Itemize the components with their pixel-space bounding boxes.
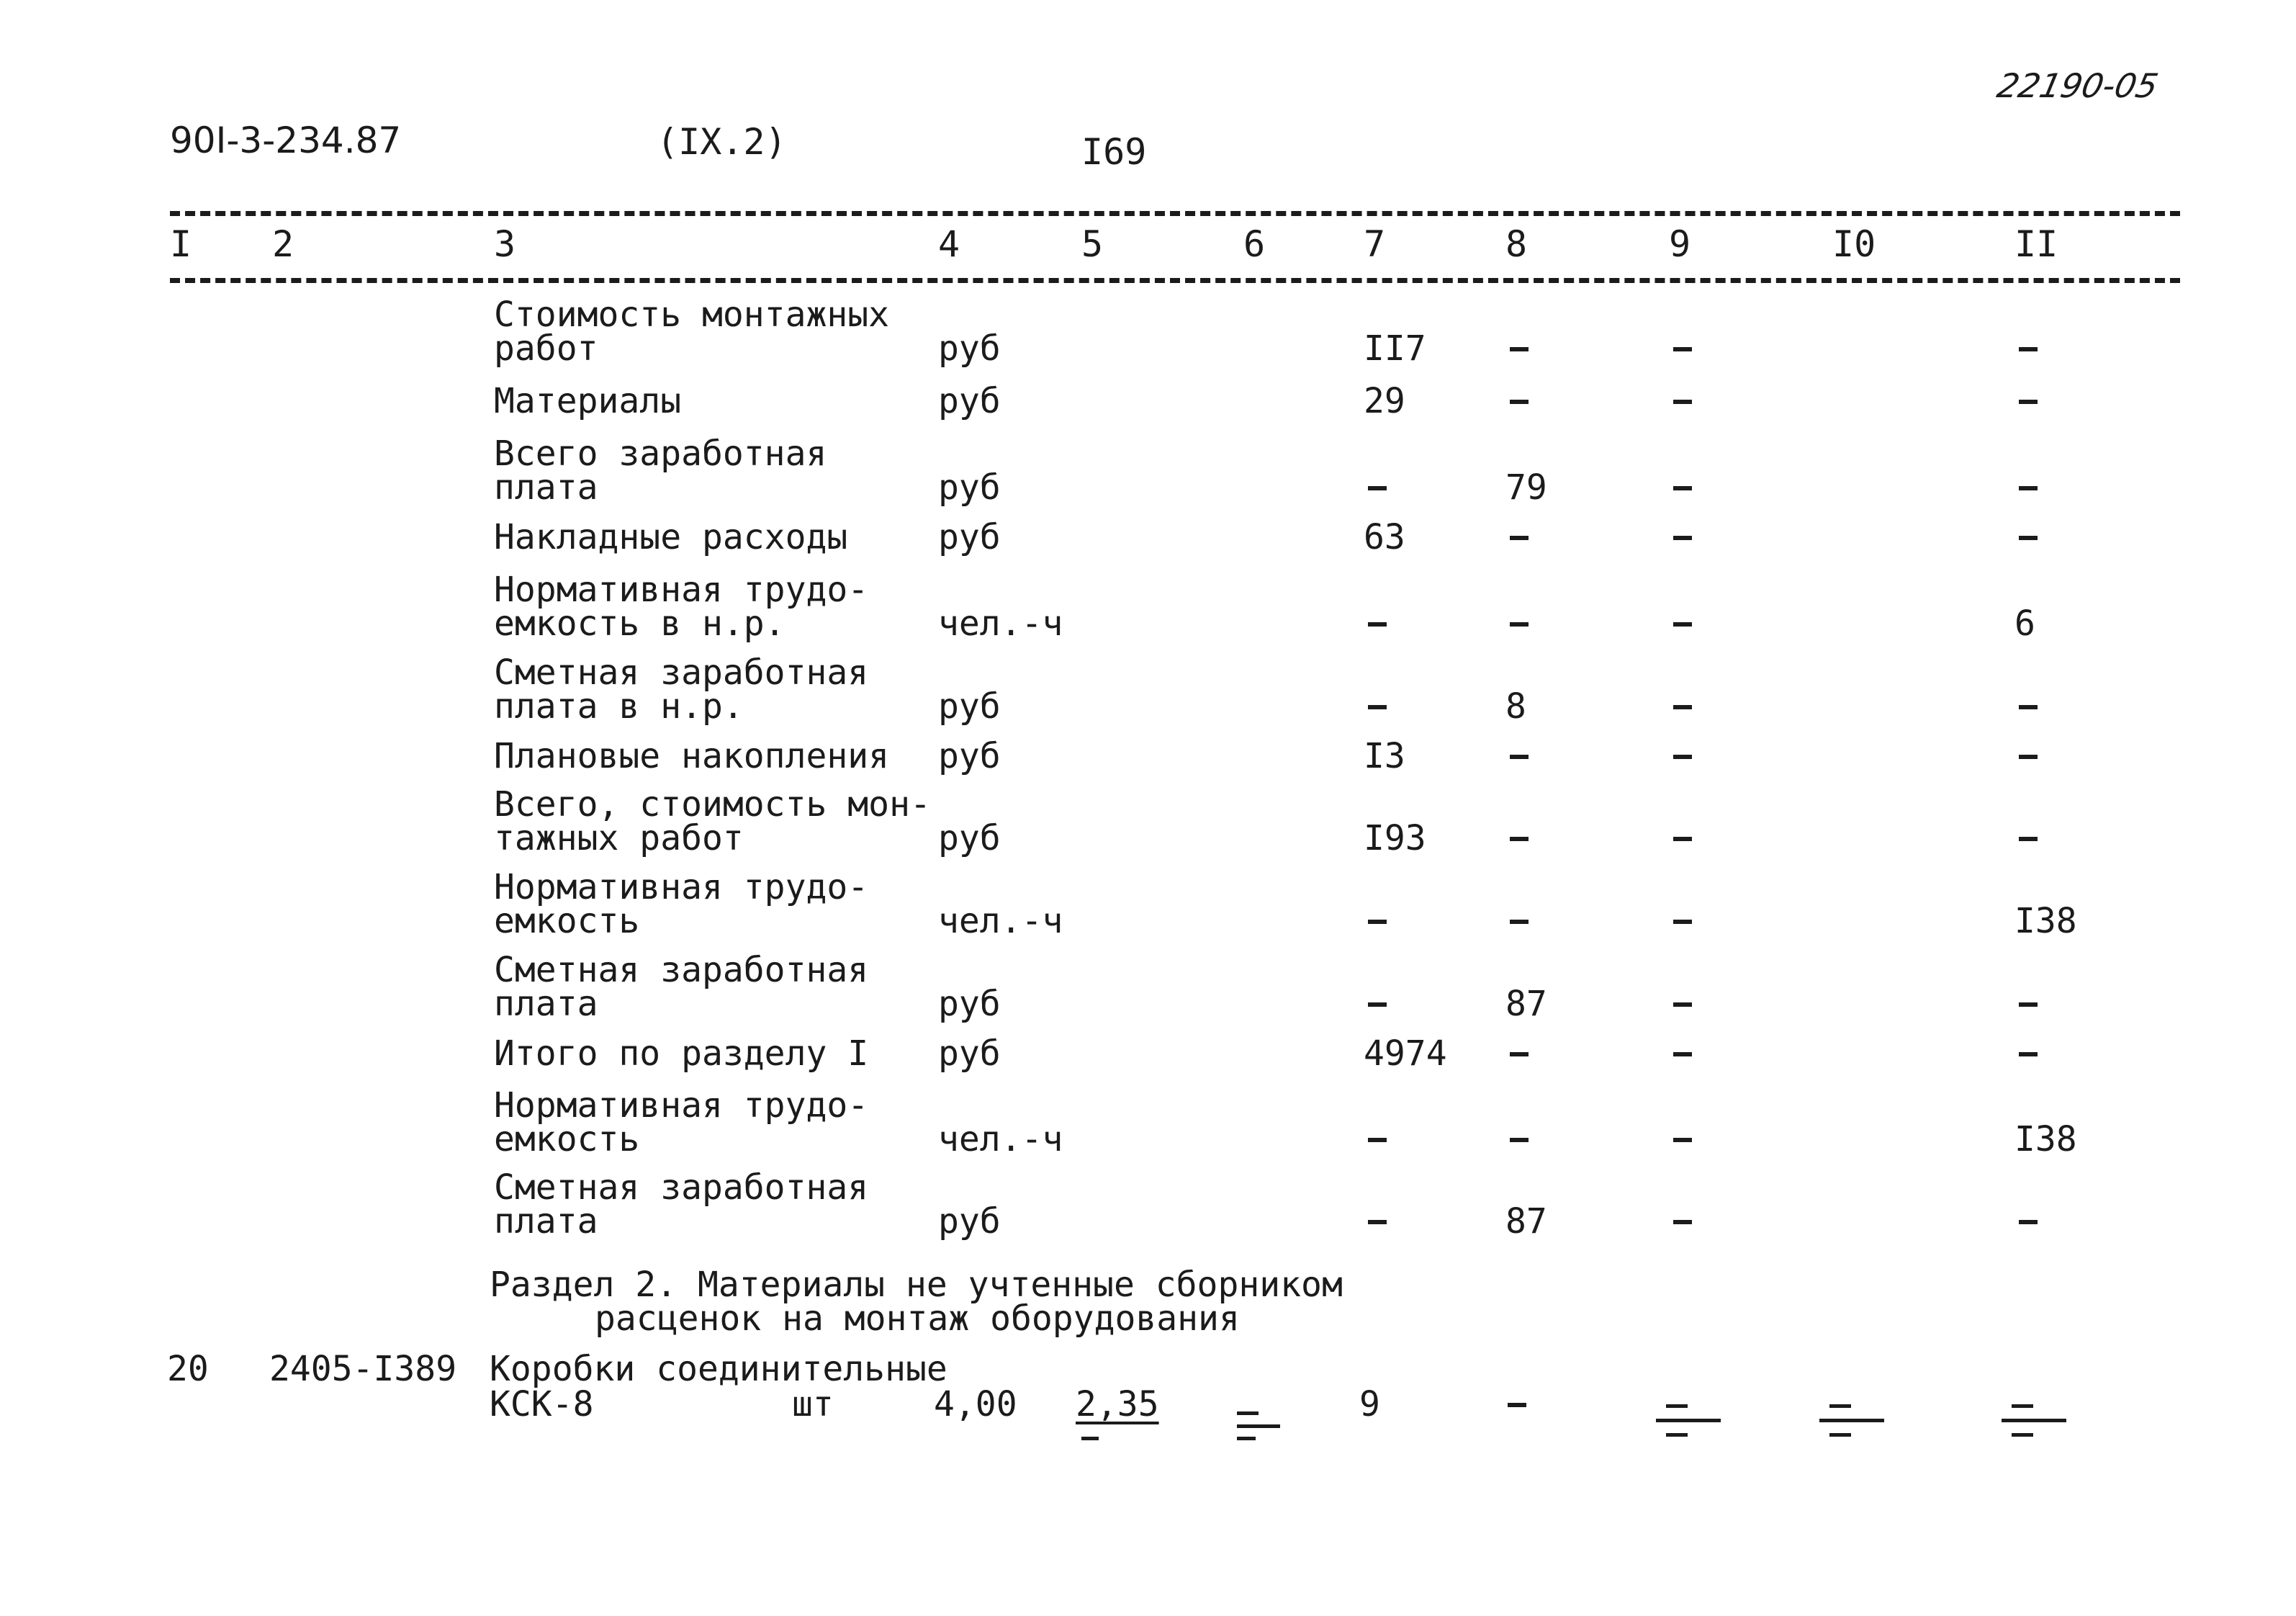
column-number-11: II xyxy=(2014,223,2058,265)
row-value-c8 xyxy=(1510,920,1529,924)
fraction-mark-bottom-1 xyxy=(1829,1433,1851,1437)
fraction-mark-line-0 xyxy=(1656,1419,1721,1422)
column-number-1: I xyxy=(170,223,192,265)
row-label: Всего, стоимость мон- тажных работ xyxy=(494,784,931,858)
price-lower-dash xyxy=(1081,1437,1099,1440)
fraction-mark-line-2 xyxy=(2002,1419,2066,1422)
item-total-col7: 9 xyxy=(1359,1384,1380,1424)
row-unit: руб xyxy=(938,1201,1001,1242)
row-unit: руб xyxy=(938,517,1001,557)
column-number-10: I0 xyxy=(1832,223,1876,265)
header-rule-top xyxy=(170,211,2180,216)
row-value-c11: I38 xyxy=(2014,901,2077,941)
column-number-9: 9 xyxy=(1669,223,1691,265)
row-value-c8 xyxy=(1510,837,1529,841)
row-value-c7: 63 xyxy=(1364,517,1405,557)
row-unit: чел.-ч xyxy=(938,1119,1063,1159)
fraction-mark-top-0 xyxy=(1666,1404,1688,1408)
row-label: Нормативная трудо- емкость xyxy=(494,867,869,941)
item-quantity: 4,00 xyxy=(934,1384,1017,1424)
column-number-7: 7 xyxy=(1364,223,1386,265)
item-number: 20 xyxy=(167,1349,209,1389)
row-value-c7 xyxy=(1368,1220,1387,1224)
row-unit: руб xyxy=(938,686,1001,727)
row-value-c9 xyxy=(1673,1220,1692,1224)
row-value-c9 xyxy=(1673,1052,1692,1056)
section-2-title-line1: Раздел 2. Материалы не учтенные сборником xyxy=(490,1265,1343,1305)
col6-line xyxy=(1237,1424,1280,1428)
fraction-mark-bottom-2 xyxy=(2012,1433,2033,1437)
row-label: Сметная заработная плата xyxy=(494,1167,869,1242)
item-name-line1: Коробки соединительные xyxy=(490,1349,947,1389)
row-unit: руб xyxy=(938,467,1001,508)
row-value-c8: 87 xyxy=(1505,1201,1547,1242)
row-value-c8 xyxy=(1510,622,1529,627)
row-value-c11 xyxy=(2019,486,2038,490)
row-value-c9 xyxy=(1673,920,1692,924)
row-value-c9 xyxy=(1673,755,1692,759)
row-value-c11 xyxy=(2019,1220,2038,1224)
row-value-c8 xyxy=(1510,755,1529,759)
row-value-c7: II7 xyxy=(1364,328,1426,369)
row-value-c11 xyxy=(2019,1052,2038,1056)
row-value-c7 xyxy=(1368,1138,1387,1142)
row-label: Всего заработная плата xyxy=(494,434,827,508)
row-value-c8 xyxy=(1510,347,1529,351)
row-value-c11 xyxy=(2019,705,2038,709)
col6-upper-dash xyxy=(1237,1411,1259,1415)
document-code: 90I-3-234.87 xyxy=(170,120,402,161)
row-value-c9 xyxy=(1673,622,1692,627)
row-value-c8 xyxy=(1510,1138,1529,1142)
row-value-c7: I93 xyxy=(1364,818,1426,858)
row-label: Сметная заработная плата xyxy=(494,950,869,1024)
row-value-c7 xyxy=(1368,920,1387,924)
item-col8-dash xyxy=(1508,1403,1526,1407)
fraction-mark-top-2 xyxy=(2012,1404,2033,1408)
fraction-mark-top-1 xyxy=(1829,1404,1851,1408)
header-rule-bottom xyxy=(170,278,2180,283)
fraction-mark-bottom-0 xyxy=(1666,1433,1688,1437)
row-label: Итого по разделу I xyxy=(494,1033,869,1074)
row-unit: руб xyxy=(938,818,1001,858)
column-number-5: 5 xyxy=(1081,223,1104,265)
row-value-c11 xyxy=(2019,755,2038,759)
item-unit: шт xyxy=(792,1384,834,1424)
row-label: Стоимость монтажных работ xyxy=(494,295,890,369)
row-value-c11: 6 xyxy=(2014,603,2035,644)
item-name-line2: КСК-8 xyxy=(490,1384,594,1424)
row-value-c8: 8 xyxy=(1505,686,1526,727)
row-value-c8: 79 xyxy=(1505,467,1547,508)
row-unit: руб xyxy=(938,736,1001,776)
item-unit-price: 2,35 xyxy=(1076,1384,1159,1424)
row-value-c7: 4974 xyxy=(1364,1033,1447,1074)
row-value-c7 xyxy=(1368,622,1387,627)
row-value-c9 xyxy=(1673,837,1692,841)
row-value-c7 xyxy=(1368,705,1387,709)
fraction-mark-line-1 xyxy=(1819,1419,1884,1422)
row-value-c7 xyxy=(1368,1002,1387,1007)
row-unit: чел.-ч xyxy=(938,603,1063,644)
page-number: I69 xyxy=(1081,131,1147,173)
row-value-c9 xyxy=(1673,400,1692,404)
row-label: Сметная заработная плата в н.р. xyxy=(494,652,869,727)
row-label: Нормативная трудо- емкость в н.р. xyxy=(494,570,869,644)
column-number-2: 2 xyxy=(272,223,294,265)
row-value-c9 xyxy=(1673,705,1692,709)
row-value-c8 xyxy=(1510,536,1529,540)
row-value-c8 xyxy=(1510,1052,1529,1056)
row-unit: руб xyxy=(938,1033,1001,1074)
col6-lower-dash xyxy=(1237,1437,1256,1440)
row-value-c9 xyxy=(1673,486,1692,490)
corner-handwritten-mark: 22190-05 xyxy=(1994,66,2162,105)
row-value-c8 xyxy=(1510,400,1529,404)
row-value-c9 xyxy=(1673,1002,1692,1007)
section-code: (IX.2) xyxy=(657,121,787,163)
row-value-c7 xyxy=(1368,486,1387,490)
column-number-8: 8 xyxy=(1505,223,1528,265)
row-value-c9 xyxy=(1673,536,1692,540)
row-unit: руб xyxy=(938,984,1001,1024)
row-value-c9 xyxy=(1673,1138,1692,1142)
row-unit: чел.-ч xyxy=(938,901,1063,941)
section-2-title-line2: расценок на монтаж оборудования xyxy=(595,1298,1240,1339)
row-value-c11 xyxy=(2019,536,2038,540)
row-label: Материалы xyxy=(494,381,682,421)
row-value-c11 xyxy=(2019,347,2038,351)
row-label: Накладные расходы xyxy=(494,517,848,557)
row-unit: руб xyxy=(938,328,1001,369)
row-value-c9 xyxy=(1673,347,1692,351)
row-label: Нормативная трудо- емкость xyxy=(494,1085,869,1159)
row-value-c11 xyxy=(2019,1002,2038,1007)
row-value-c8: 87 xyxy=(1505,984,1547,1024)
row-label: Плановые накопления xyxy=(494,736,890,776)
row-unit: руб xyxy=(938,381,1001,421)
row-value-c11 xyxy=(2019,400,2038,404)
row-value-c7: 29 xyxy=(1364,381,1405,421)
column-number-4: 4 xyxy=(938,223,960,265)
row-value-c11: I38 xyxy=(2014,1119,2077,1159)
column-number-3: 3 xyxy=(494,223,516,265)
row-value-c11 xyxy=(2019,837,2038,841)
column-number-6: 6 xyxy=(1243,223,1266,265)
item-code: 2405-I389 xyxy=(269,1349,457,1389)
row-value-c7: I3 xyxy=(1364,736,1405,776)
